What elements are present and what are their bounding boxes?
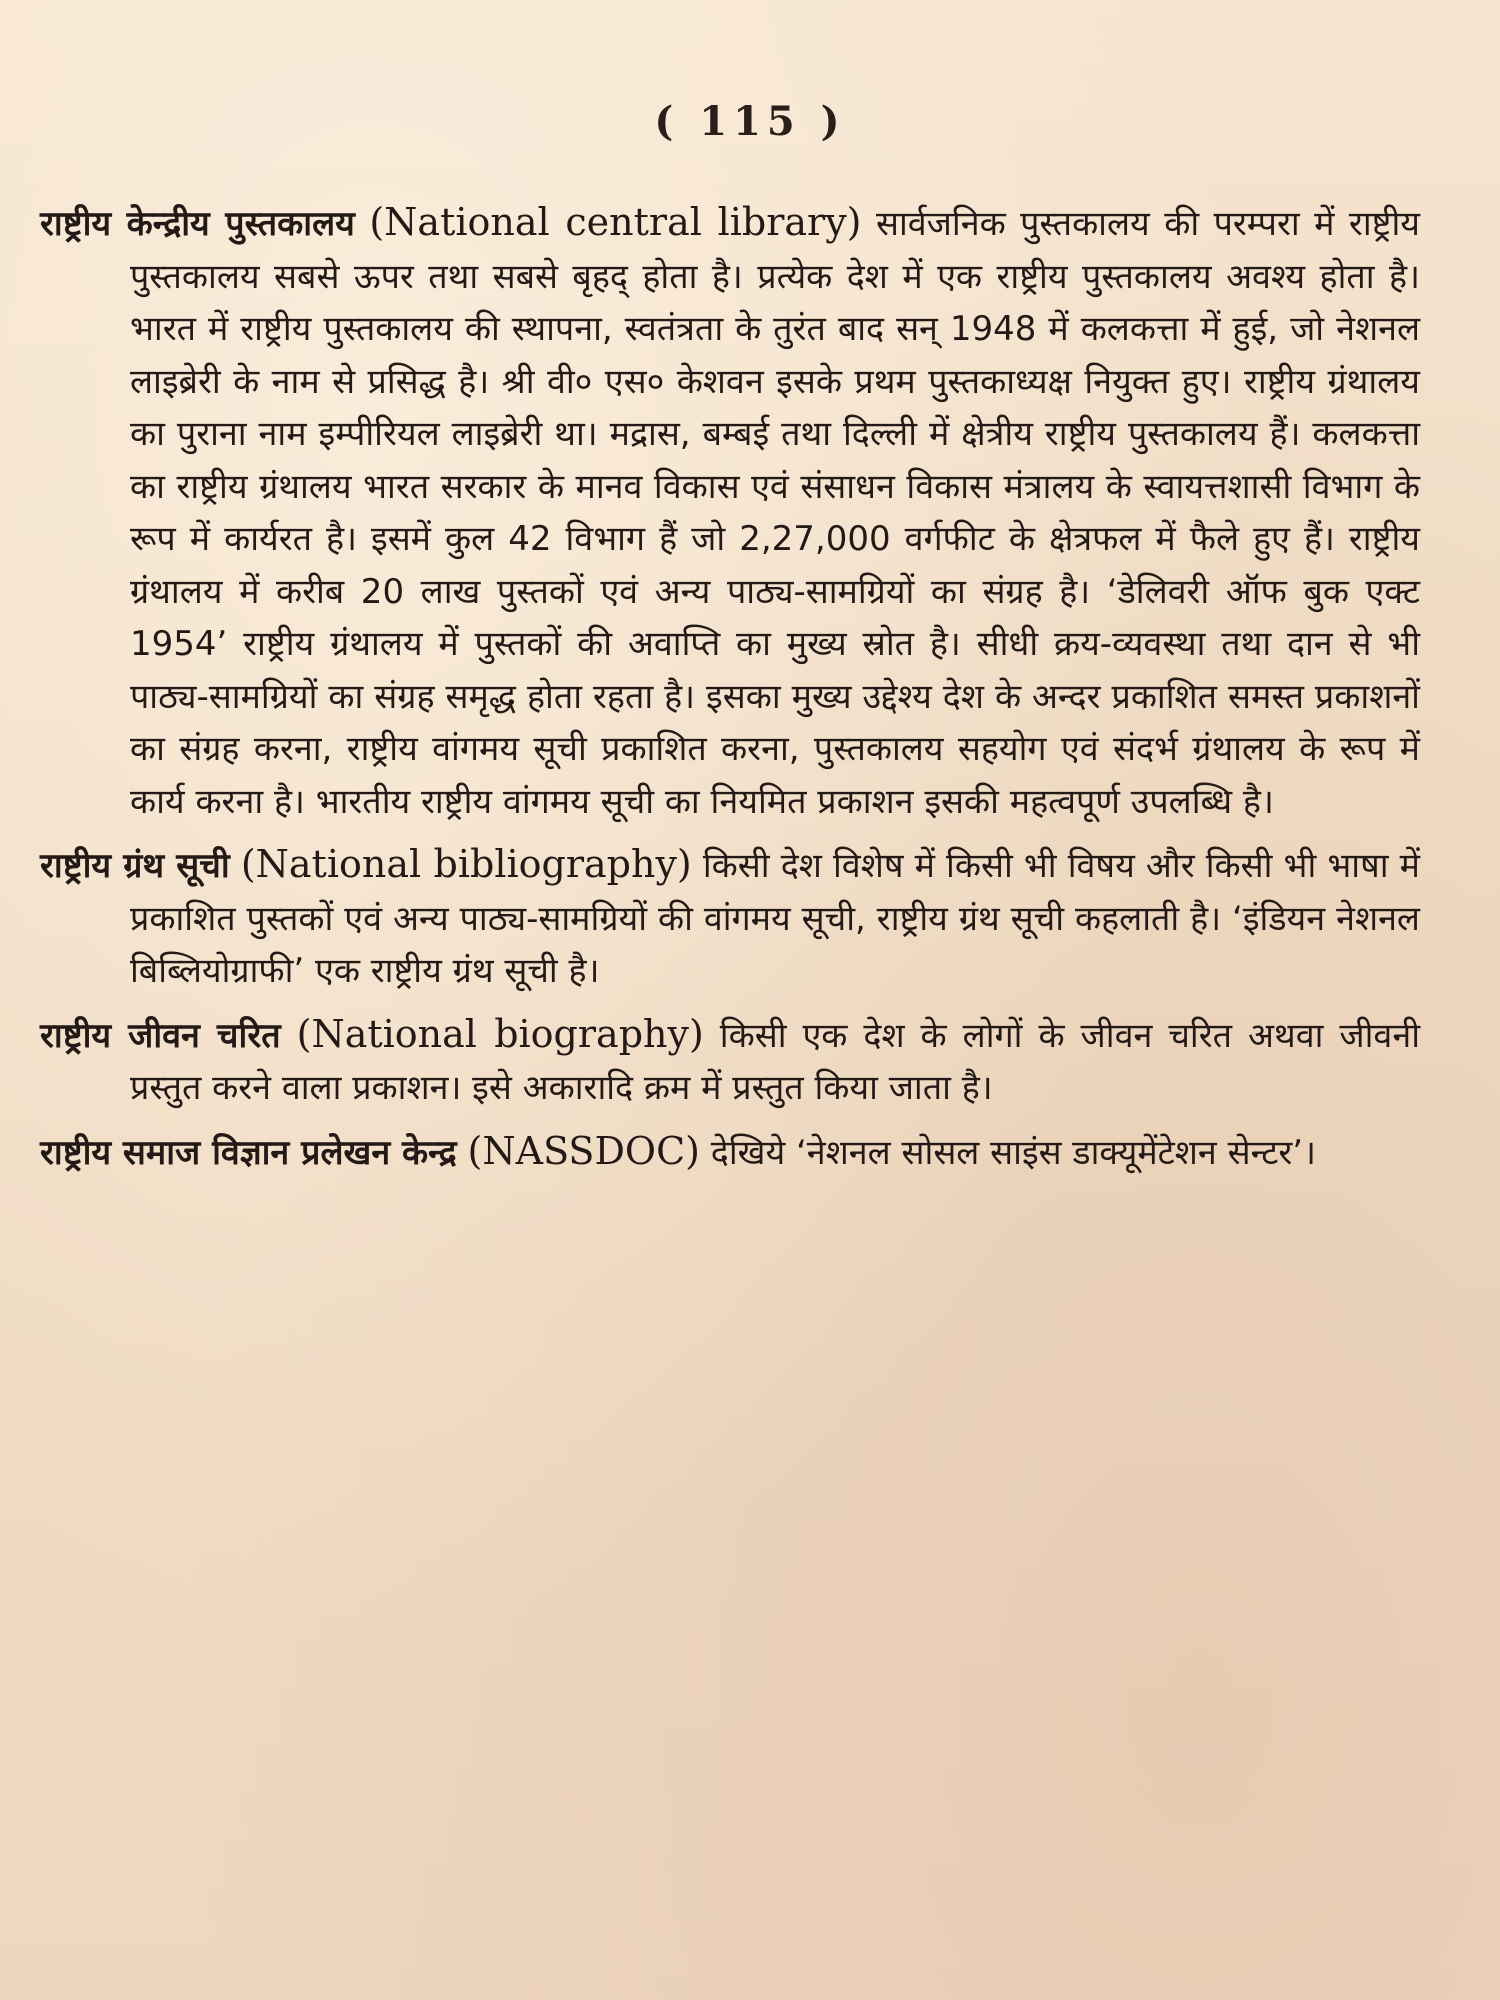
entry-term: राष्ट्रीय केन्द्रीय पुस्तकालय: [40, 204, 355, 244]
entry-national-bibliography: [40, 838, 1420, 998]
entry-term: राष्ट्रीय जीवन चरित: [40, 1015, 281, 1056]
entry-definition: सार्वजनिक पुस्तकालय की परम्परा में राष्ट्रीय पुस्तकालय सबसे ऊपर तथा सबसे बृहद् होता है। प्रत्येक देश में एक राष्ट्रीय पुस्तकालय अवश्य होता है। भारत में राष्ट्रीय पुस्तकालय की स्थापना, स्वतंत्रता के तुरंत बाद सन् 1948 में कलकत्ता में हुई, जो नेशनल लाइब्रेरी के नाम से प्रसिद्ध है। श्री वी० एस० केशवन इसके प्रथम पुस्तकाध्यक्ष नियुक्त हुए। राष्ट्रीय ग्रंथालय का पुराना नाम इम्पीरियल लाइब्रेरी था। मद्रास, बम्बई तथा दिल्ली में क्षेत्रीय राष्ट्रीय पुस्तकालय हैं। कलकत्ता का राष्ट्रीय ग्रंथालय भारत सरकार के मानव विकास एवं संसाधन विकास मंत्रालय के स्वायत्तशासी विभाग के रूप में कार्यरत है। इसमें कुल 42 विभाग हैं जो 2,27,000 वर्गफीट के क्षेत्रफल में फैले हुए हैं। राष्ट्रीय ग्रंथालय में करीब 20 लाख पुस्तकों एवं अन्य पाठ्य-सामग्रियों का संग्रह है। ‘डेलिवरी ऑफ बुक एक्ट 1954’ राष्ट्रीय ग्रंथालय में पुस्तकों की अवाप्ति का मुख्य स्रोत है। सीधी क्रय-व्यवस्था तथा दान से भी पाठ्य-सामग्रियों का संग्रह समृद्ध होता रहता है। इसका मुख्य उद्देश्य देश के अन्दर प्रकाशित समस्त प्रकाशनों का संग्रह करना, राष्ट्रीय वांगमय सूची प्रकाशित करना, पुस्तकालय सहयोग एवं संदर्भ ग्रंथालय के रूप में कार्य करना है। भारतीय राष्ट्रीय वांगमय सूची का नियमित प्रकाशन इसकी महत्वपूर्ण उपलब्धि है।: [130, 204, 1421, 822]
entry-national-central-library: [40, 196, 1420, 828]
page-number: ( 115 ): [654, 98, 846, 145]
entry-definition: किसी देश विशेष में किसी भी विषय और किसी भी भाषा में प्रकाशित पुस्तकों एवं अन्य पाठ्य-सामग्रियों की वांगमय सूची, राष्ट्रीय ग्रंथ सूची कहलाती है। ‘इंडियन नेशनल बिब्लियोग्राफी’ एक राष्ट्रीय ग्रंथ सूची है।: [130, 846, 1420, 991]
entry-english-term: (National central library): [369, 200, 862, 244]
entry-english-term: (National biography): [296, 1011, 704, 1056]
entry-nassdoc: [40, 1125, 1420, 1180]
entry-term: राष्ट्रीय समाज विज्ञान प्रलेखन केन्द्र: [40, 1132, 457, 1173]
entry-definition: देखिये ‘नेशनल सोसल साइंस डाक्यूमेंटेशन सेन्टर’।: [710, 1132, 1316, 1173]
entry-english-term: (National bibliography): [240, 842, 692, 886]
entry-english-term: (NASSDOC): [467, 1128, 700, 1173]
entry-term: राष्ट्रीय ग्रंथ सूची: [40, 846, 230, 886]
dictionary-entries: [40, 196, 1420, 1189]
entry-definition: किसी एक देश के लोगों के जीवन चरित अथवा जीवनी प्रस्तुत करने वाला प्रकाशन। इसे अकारादि क्रम में प्रस्तुत किया जाता है।: [130, 1015, 1421, 1108]
entry-national-biography: [40, 1008, 1420, 1115]
